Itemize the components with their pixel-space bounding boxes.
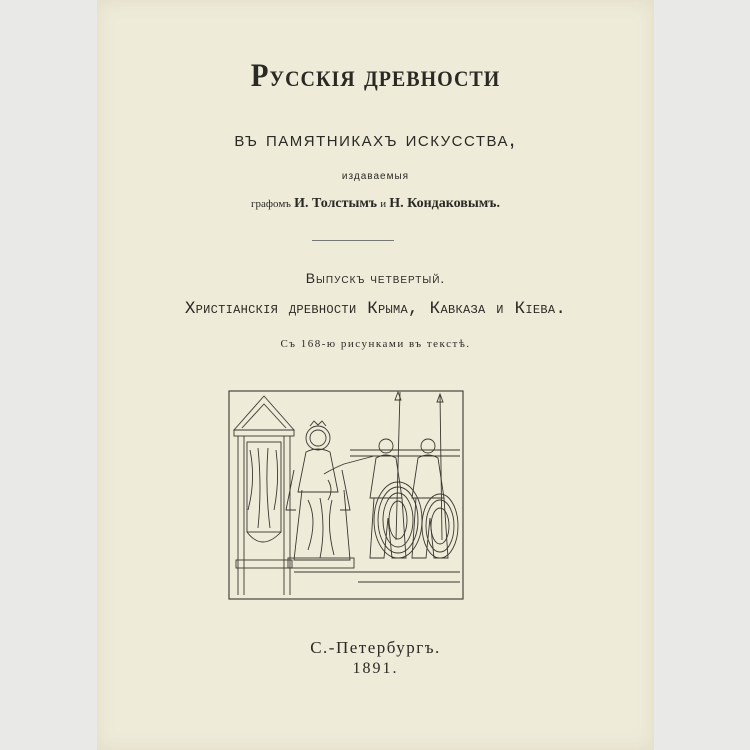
publisher-note: издаваемыя xyxy=(341,171,410,182)
issue-title: Христіанскія древности Крыма, Кавказа и Кіева. xyxy=(184,299,567,319)
author-kondakov: Н. Кондаковымъ. xyxy=(389,196,500,211)
illustrations-note: Съ 168-ю рисунками въ текстѣ. xyxy=(280,338,471,350)
engraving-illustration xyxy=(228,390,464,600)
authors-conjunction: и xyxy=(380,198,387,210)
author-tolstoy: И. Толстымъ xyxy=(294,196,378,211)
authors-prefix: графомъ xyxy=(251,198,291,210)
divider-rule xyxy=(312,240,394,241)
authors-line xyxy=(97,196,654,212)
title-page xyxy=(97,0,654,750)
issue-label: Выпускъ четвертый. xyxy=(305,270,446,286)
imprint-city: С.-Петербургъ. xyxy=(310,638,441,657)
book-subtitle: въ памятникахъ искусства, xyxy=(234,126,517,151)
book-title: Русскія древности xyxy=(250,58,501,94)
imprint-year: 1891. xyxy=(352,660,399,677)
